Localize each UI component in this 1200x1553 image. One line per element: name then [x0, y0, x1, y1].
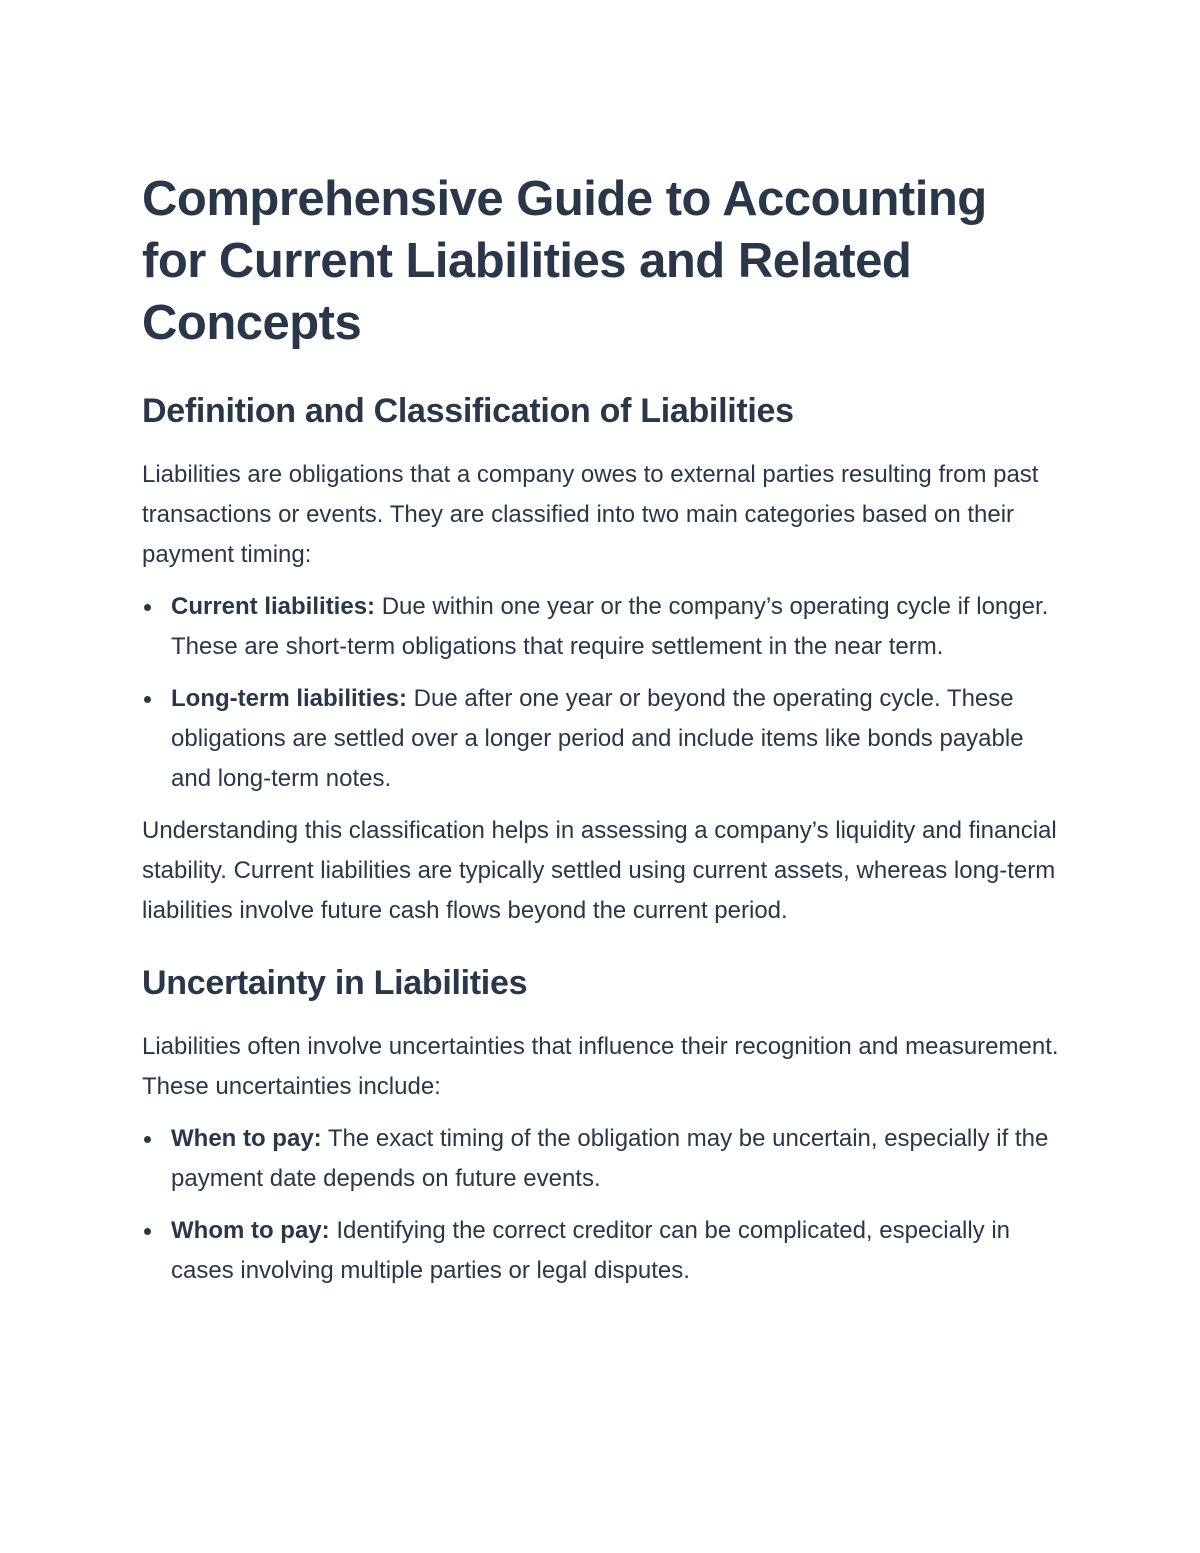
section-heading-definition: Definition and Classification of Liabilities [142, 392, 794, 430]
bullet-icon [144, 696, 151, 703]
section-outro-definition: Understanding this classification helps in assessing a company’s liquidity and financial stability. Current liabilities are typically settled using current assets, whereas long-term liabilities involve future cash flows beyond the current period. [142, 817, 1057, 924]
document-page [142, 168, 1062, 1291]
section-intro-definition: Liabilities are obligations that a company owes to external parties resulting from past transactions or events. They are classified into two main categories based on their payment timing: [142, 461, 1039, 568]
list-item [142, 1119, 1062, 1199]
section-heading-uncertainty: Uncertainty in Liabilities [142, 964, 528, 1002]
bullet-list-uncertainties [142, 1119, 1062, 1291]
list-item-text: Identifying the correct creditor can be complicated, especially in cases involving multiple parties or legal disputes. [171, 1217, 1010, 1284]
bullet-icon [144, 1228, 151, 1235]
list-item-text: Due after one year or beyond the operating cycle. These obligations are settled over a longer period and include items like bonds payable and long-term notes. [171, 685, 1024, 792]
list-item [142, 1211, 1062, 1291]
list-item [142, 679, 1062, 799]
list-item-term: Current liabilities: [171, 593, 376, 620]
list-item [142, 587, 1062, 667]
bullet-list-classification [142, 587, 1062, 799]
list-item-term: Long-term liabilities: [171, 685, 408, 712]
document-title: Comprehensive Guide to Accounting for Current Liabilities and Related Concepts [142, 172, 987, 350]
list-item-text: Due within one year or the company’s operating cycle if longer. These are short-term obligations that require settlement in the near term. [171, 593, 1049, 660]
list-item-text: The exact timing of the obligation may be uncertain, especially if the payment date depends on future events. [171, 1125, 1049, 1192]
bullet-icon [144, 604, 151, 611]
section-intro-uncertainty: Liabilities often involve uncertainties that influence their recognition and measurement. These uncertainties include: [142, 1033, 1059, 1100]
list-item-term: Whom to pay: [171, 1217, 330, 1244]
bullet-icon [144, 1136, 151, 1143]
list-item-term: When to pay: [171, 1125, 322, 1152]
